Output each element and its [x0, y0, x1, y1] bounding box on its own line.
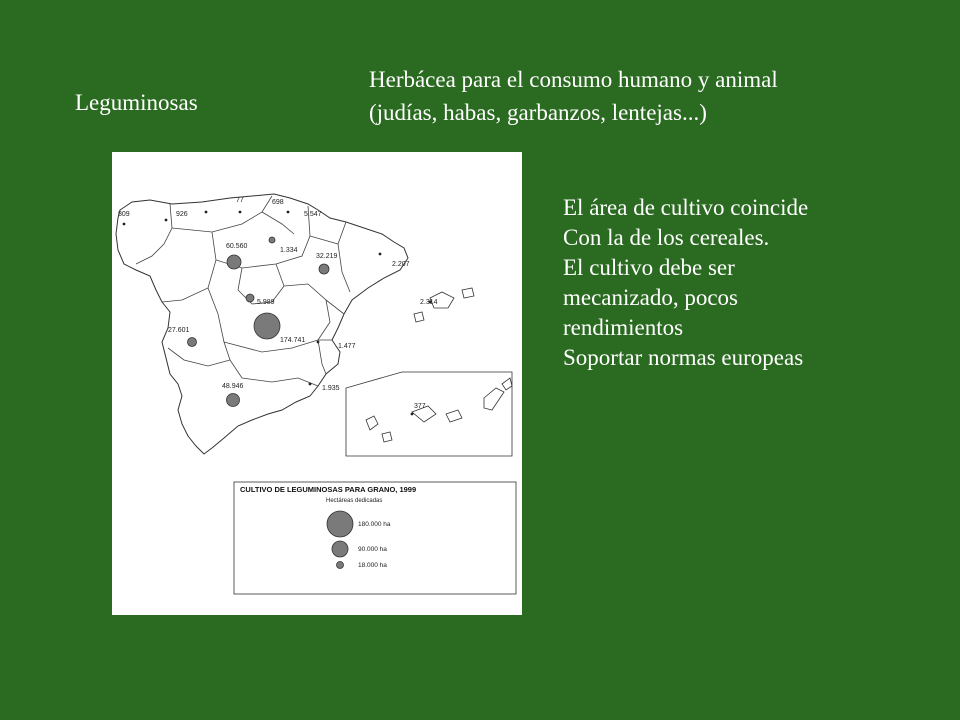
circle-region — [188, 338, 197, 347]
legend-circle-medium — [332, 541, 348, 557]
region-label: 48.946 — [222, 383, 244, 390]
legend-circle-small — [337, 562, 344, 569]
legend-subtitle: Hectáreas dedicadas — [326, 498, 383, 504]
spain-legumes-map — [112, 152, 522, 615]
slide-title: Leguminosas — [75, 90, 198, 115]
region-label: 77 — [236, 197, 244, 204]
subtitle-line: (judías, habas, garbanzos, lentejas...) — [369, 100, 707, 125]
circle-region — [269, 237, 275, 243]
region-label: 926 — [176, 211, 188, 218]
circle-region — [227, 394, 240, 407]
region-label: 27.601 — [168, 327, 190, 334]
region-label: 2.314 — [420, 299, 438, 306]
point-line: mecanizado, pocos — [563, 285, 738, 310]
circle-region — [227, 255, 241, 269]
region-label: 32.219 — [316, 253, 338, 260]
map-svg — [112, 152, 522, 615]
region-label: 60.560 — [226, 243, 248, 250]
legend-label: 18.000 ha — [358, 562, 387, 569]
slide-points — [563, 193, 808, 373]
region-label: 5.989 — [257, 299, 275, 306]
legend-label: 180.000 ha — [358, 521, 391, 528]
region-label: 174.741 — [280, 337, 306, 344]
region-label: 377 — [414, 403, 426, 410]
region-label: 809 — [118, 211, 130, 218]
region-label: 698 — [272, 199, 284, 206]
region-label: 1.935 — [322, 385, 340, 392]
slide-subtitle — [369, 63, 778, 129]
point-line: Con la de los cereales. — [563, 225, 770, 250]
circle-region — [254, 313, 280, 339]
canary-islands — [366, 378, 512, 442]
circle-region — [319, 264, 329, 274]
region-label: 1.477 — [338, 343, 356, 350]
point-line: rendimientos — [563, 315, 684, 340]
point-line: El cultivo debe ser — [563, 255, 735, 280]
legend-circle-large — [327, 511, 353, 537]
legend-title: CULTIVO DE LEGUMINOSAS PARA GRANO, 1999 — [240, 485, 417, 494]
region-label: 5.547 — [304, 211, 322, 218]
point-line: El área de cultivo coincide — [563, 195, 809, 220]
legend-label: 90.000 ha — [358, 546, 387, 553]
point-line: Soportar normas europeas — [563, 345, 804, 370]
map-legend — [234, 482, 516, 594]
region-label: 1.334 — [280, 247, 298, 254]
region-label: 2.207 — [392, 261, 410, 268]
circle-region — [246, 294, 254, 302]
subtitle-line: Herbácea para el consumo humano y animal — [369, 67, 778, 92]
